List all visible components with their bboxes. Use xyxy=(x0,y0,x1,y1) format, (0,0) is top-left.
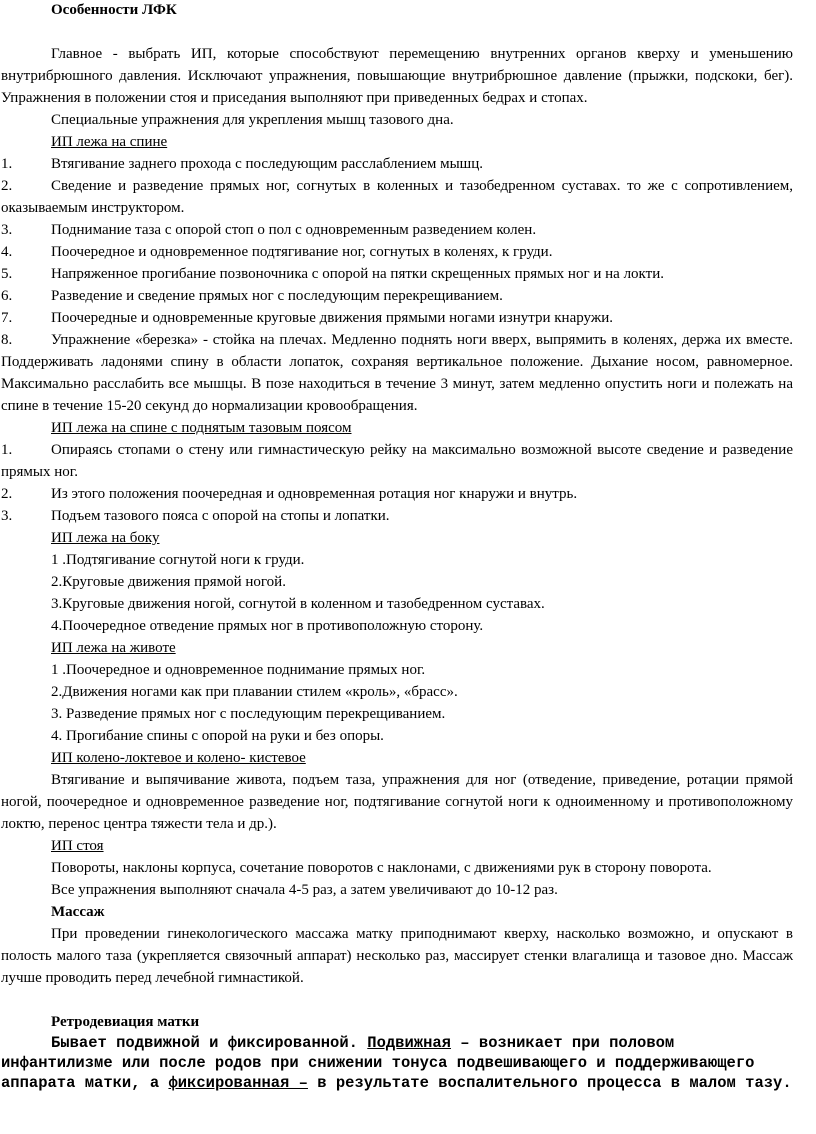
list-item xyxy=(1,285,793,307)
belly-line: 2.Движения ногами как при плавании стилем «кроль», «брасс». xyxy=(51,684,458,700)
spacer xyxy=(1,989,793,1011)
list-item-text: Из этого положения поочередная и одновременная ротация ног кнаружи и внутрь. xyxy=(51,486,578,502)
exercise-sections xyxy=(1,131,793,527)
retro-fixed: фиксированная – xyxy=(168,1074,308,1092)
list-item-text: Разведение и сведение прямых ног с последующим перекрещиванием. xyxy=(51,288,503,304)
special-exercises-line: Специальные упражнения для укрепления мышц тазового дна. xyxy=(51,112,454,128)
list-item-text: Опираясь стопами о стену или гимнастическую рейку на максимально возможной высоте сведение и разведение прямых ног. xyxy=(1,442,793,480)
list-item-number: 1. xyxy=(1,156,13,172)
repeat-paragraph: Все упражнения выполняют сначала 4-5 раз, а затем увеличивают до 10-12 раз. xyxy=(51,882,558,898)
list-item-number: 2. xyxy=(1,178,13,194)
list-item xyxy=(1,439,793,483)
list-item-number: 4. xyxy=(1,244,13,260)
list-item xyxy=(1,175,793,219)
list-item-text: Подъем тазового пояса с опорой на стопы и лопатки. xyxy=(51,508,390,524)
stand-heading: ИП стоя xyxy=(51,838,104,854)
list-item-number: 3. xyxy=(1,508,13,524)
retro-heading: Ретродевиация матки xyxy=(51,1014,200,1030)
massage-heading: Массаж xyxy=(51,904,105,920)
list-item-text: Поочередные и одновременные круговые движения прямыми ногами изнутри кнаружи. xyxy=(51,310,613,326)
list-item xyxy=(1,483,793,505)
knee-heading: ИП колено-локтевое и колено- кистевое xyxy=(51,750,306,766)
belly-heading: ИП лежа на животе xyxy=(51,640,176,656)
retro-text-1: Бывает подвижной и фиксированной. xyxy=(51,1034,368,1052)
list-item xyxy=(1,153,793,175)
list-item xyxy=(1,263,793,285)
belly-line: 1 .Поочередное и одновременное поднимание прямых ног. xyxy=(51,662,426,678)
side-line: 2.Круговые движения прямой ногой. xyxy=(51,574,286,590)
list-item-text: Поочередное и одновременное подтягивание ног, согнутых в коленях, к груди. xyxy=(51,244,553,260)
list-item xyxy=(1,505,793,527)
side-heading: ИП лежа на боку xyxy=(51,530,160,546)
retro-mobile: Подвижная xyxy=(367,1034,451,1052)
belly-line: 4. Прогибание спины с опорой на руки и без опоры. xyxy=(51,728,384,744)
list-item xyxy=(1,329,793,417)
knee-paragraph: Втягивание и выпячивание живота, подъем таза, упражнения для ног (отведение, приведение, ротации прямой ногой, поочередное и одновременное разведение ног, подтягивание согнутой ноги к одноименному и противоположному локтю, перенос центра тяжести тела и др.). xyxy=(1,772,793,832)
list-item-number: 1. xyxy=(1,442,13,458)
massage-paragraph: При проведении гинекологического массажа матку приподнимают кверху, насколько возможно, и опускают в полость малого таза (укрепляется связочный аппарат) несколько раз, массирует стенки влагалища и тазовое дно. Массаж лучше проводить перед лечебной гимнастикой. xyxy=(1,926,793,986)
list-item-text: Сведение и разведение прямых ног, согнутых в коленных и тазобедренном суставах. то же с сопротивлением, оказываемым инструктором. xyxy=(1,178,793,216)
section-heading: ИП лежа на спине xyxy=(51,134,168,150)
belly-line: 3. Разведение прямых ног с последующим перекрещиванием. xyxy=(51,706,446,722)
list-item-text: Втягивание заднего прохода с последующим расслаблением мышц. xyxy=(51,156,484,172)
list-item-number: 7. xyxy=(1,310,13,326)
list-item-number: 8. xyxy=(1,332,13,348)
list-item-number: 6. xyxy=(1,288,13,304)
list-item-number: 3. xyxy=(1,222,13,238)
retro-text-3: в результате воспалительного процесса в малом тазу. xyxy=(307,1074,792,1092)
list-item-text: Напряженное прогибание позвоночника с опорой на пятки скрещенных прямых ног и на локти. xyxy=(51,266,664,282)
section-heading: ИП лежа на спине с поднятым тазовым поясом xyxy=(51,420,352,436)
list-item-text: Упражнение «березка» - стойка на плечах. Медленно поднять ноги вверх, выпрямить в коленях, держа их вместе. Поддерживать ладонями спину в области лопаток, сохраняя вертикальное положение. Дыхание носом, равномерное. Максимально расслабить все мышцы. В позе находиться в течение 3 минут, затем медленно опустить ноги и полежать на спине в течение 15-20 секунд до нормализации кровообращения. xyxy=(1,332,793,414)
page-title: Особенности ЛФК xyxy=(51,2,177,18)
stand-paragraph: Повороты, наклоны корпуса, сочетание поворотов с наклонами, с движениями рук в сторону поворота. xyxy=(51,860,712,876)
list-item-number: 5. xyxy=(1,266,13,282)
side-line: 1 .Подтягивание согнутой ноги к груди. xyxy=(51,552,305,568)
retro-text-2: – возникает при половом инфантилизме или после родов при снижении тонуса подвешивающего и поддерживающего аппарата матки, а xyxy=(1,1034,755,1092)
intro-paragraph: Главное - выбрать ИП, которые способствуют перемещению внутренних органов кверху и уменьшению внутрибрюшного давления. Исключают упражнения, повышающие внутрибрюшное давление (прыжки, подскоки, бег). Упражнения в положении стоя и приседания выполняют при приведенных бедрах и стопах. xyxy=(1,46,793,106)
spacer xyxy=(1,21,793,43)
side-line: 4.Поочередное отведение прямых ног в противоположную сторону. xyxy=(51,618,484,634)
list-item xyxy=(1,241,793,263)
side-line: 3.Круговые движения ногой, согнутой в коленном и тазобедренном суставах. xyxy=(51,596,545,612)
list-item xyxy=(1,307,793,329)
retro-paragraph xyxy=(1,1033,793,1093)
list-item-number: 2. xyxy=(1,486,13,502)
list-item xyxy=(1,219,793,241)
list-item-text: Поднимание таза с опорой стоп о пол с одновременным разведением колен. xyxy=(51,222,537,238)
